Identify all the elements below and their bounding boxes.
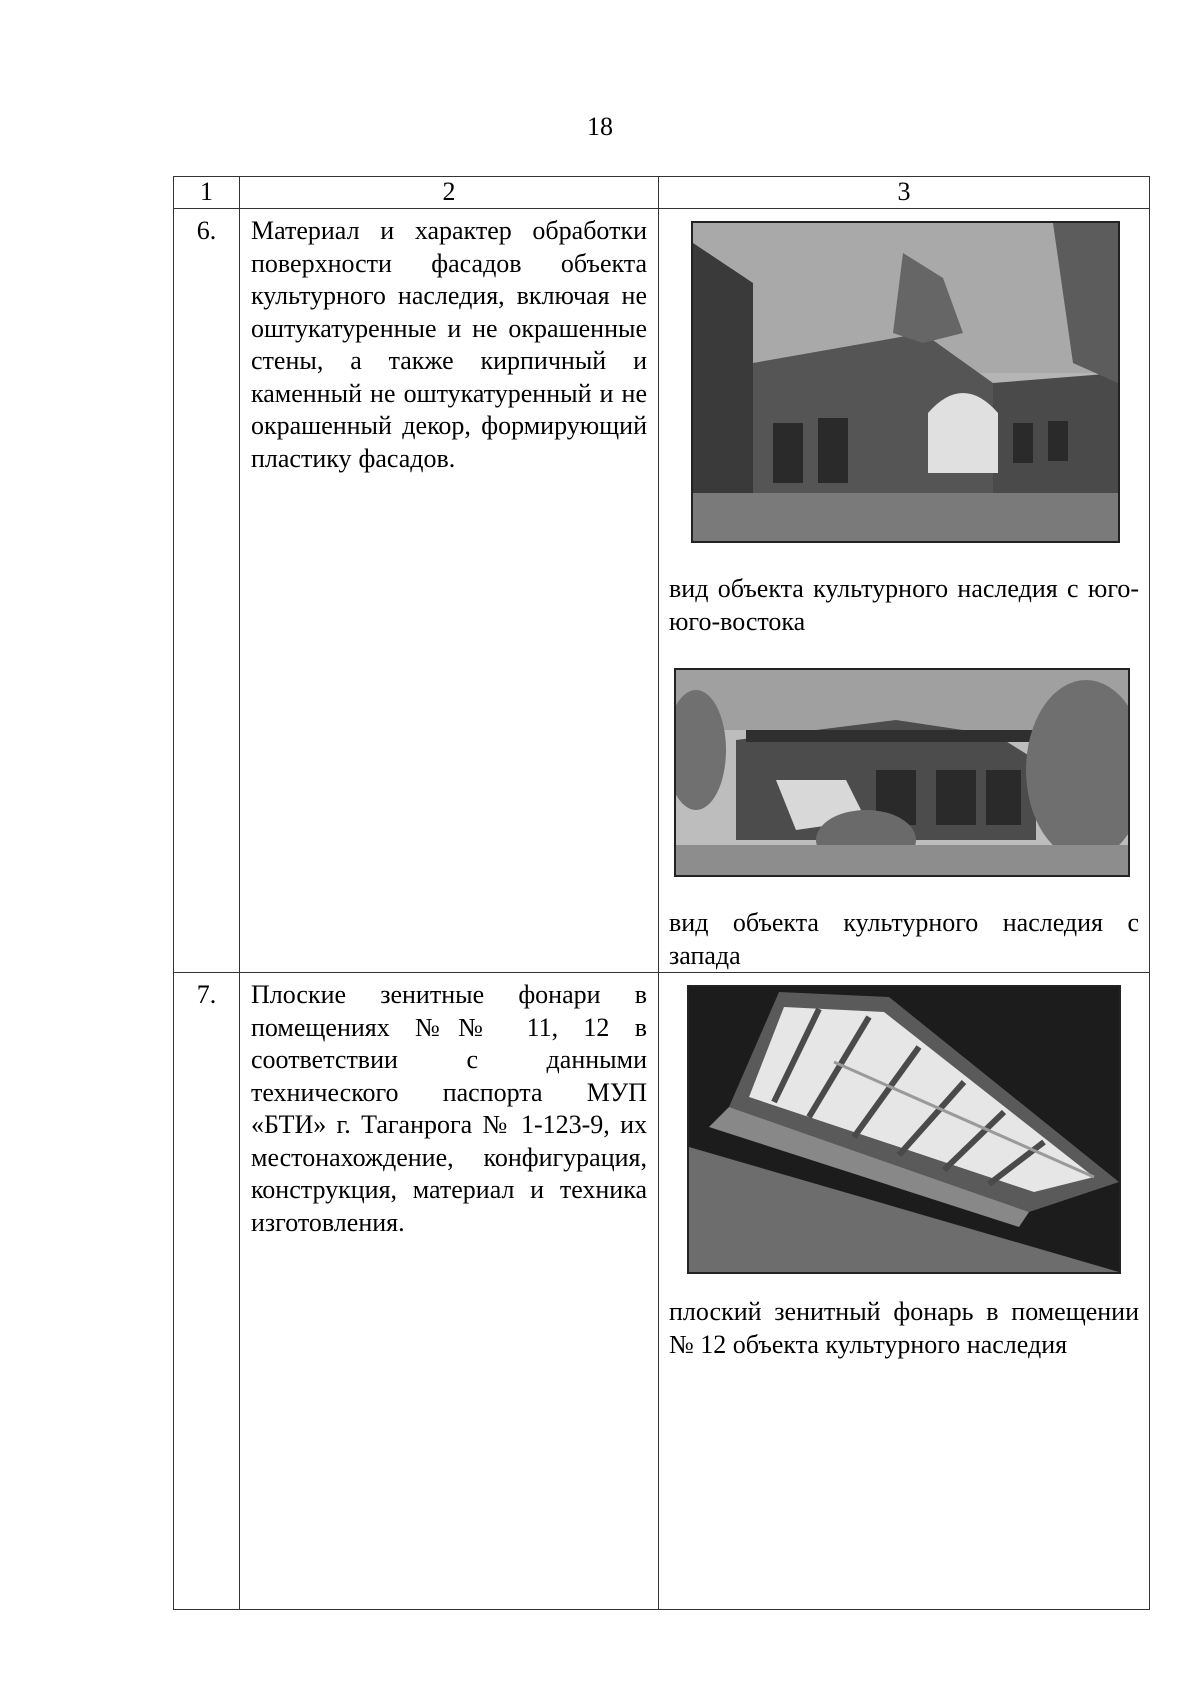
facade-photo-west	[674, 668, 1130, 877]
heritage-features-table	[173, 176, 1150, 1610]
facade-photo-sse-caption: вид объекта культурного наследия с юго-юго-востока	[669, 574, 1139, 636]
column-header-3: 3	[659, 177, 1150, 209]
row-description: Плоские зенитные фонари в помещениях №№ 11, 12 в соответствии с данными технического паспорта МУП «БТИ» г. Таганрога № 1-123-9, их местонахождение, конфигурация, конструкция, материал и техника изготовления.	[240, 973, 659, 1610]
skylight-photo-caption: плоский зенитный фонарь в помещении № 12 объекта культурного наследия	[669, 1297, 1139, 1359]
facade-photo-sse	[691, 221, 1120, 543]
row-illustrations	[659, 209, 1150, 973]
page-number: 18	[587, 112, 613, 141]
table-row	[174, 209, 1150, 973]
table-row	[174, 973, 1150, 1610]
row-description: Материал и характер обработки поверхности фасадов объекта культурного наследия, включая не оштукатуренные и не окрашенные стены, а также кирпичный и каменный не оштукатуренный и не окрашенный декор, формирующий пластику фасадов.	[240, 209, 659, 973]
row-number: 6.	[174, 209, 240, 973]
row-illustrations	[659, 973, 1150, 1610]
column-header-1: 1	[174, 177, 240, 209]
table-header-row	[174, 177, 1150, 209]
row-number: 7.	[174, 973, 240, 1610]
skylight-photo	[687, 985, 1121, 1274]
column-header-2: 2	[240, 177, 659, 209]
facade-photo-west-caption: вид объекта культурного наследия с запада	[669, 908, 1139, 970]
